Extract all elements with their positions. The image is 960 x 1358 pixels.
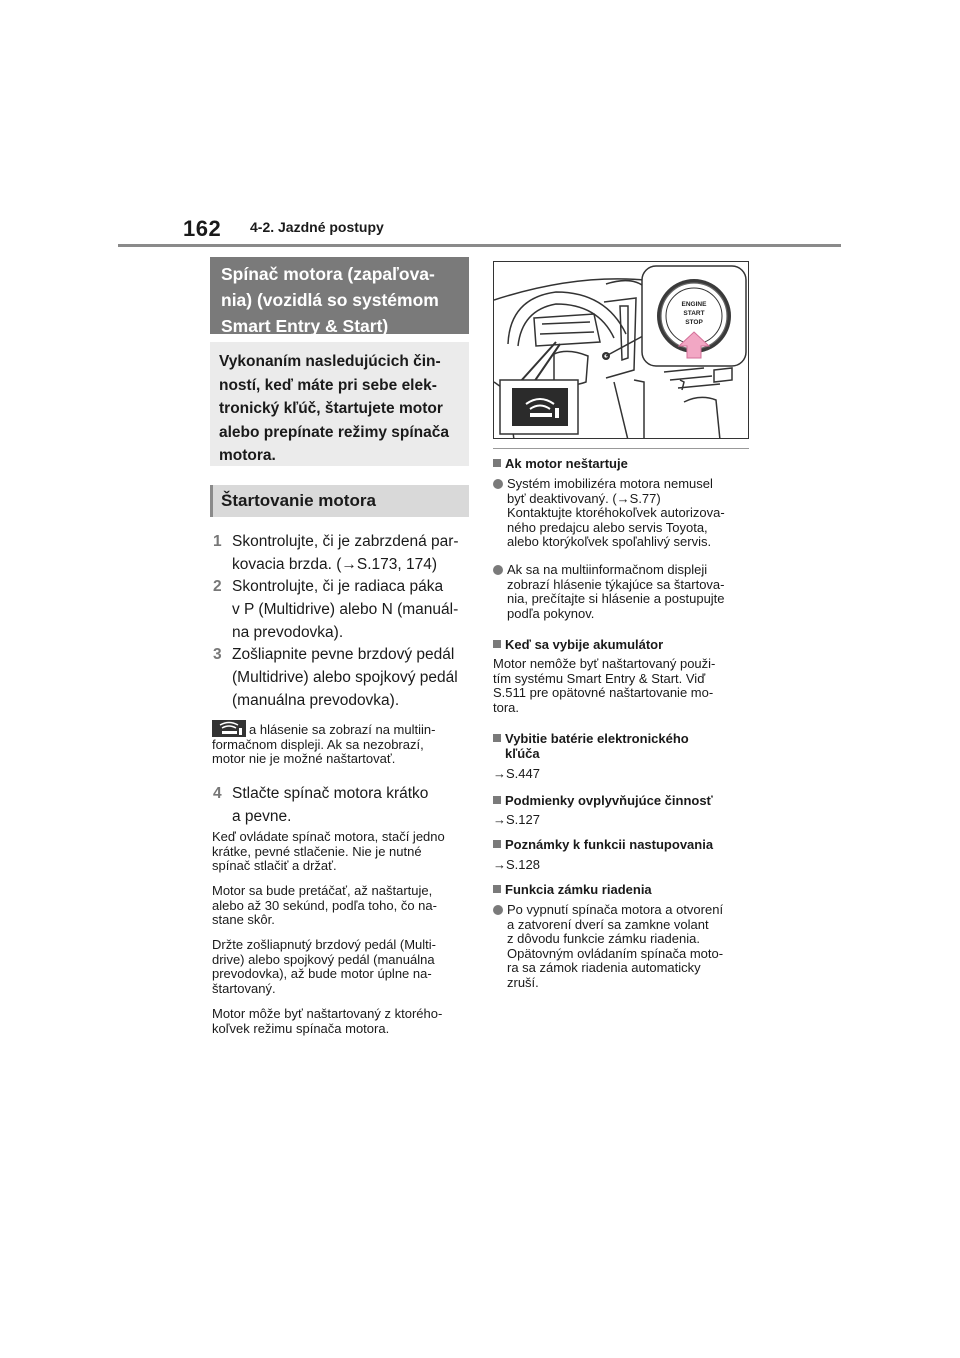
heading-key-battery xyxy=(493,731,749,761)
intro-line: ností, keď máte pri sebe elek- xyxy=(219,376,437,394)
paragraph-line: tora. xyxy=(493,699,520,715)
step-text: a pevne. xyxy=(232,808,292,825)
step-number: 3 xyxy=(213,646,222,663)
note-line: stane skôr. xyxy=(212,912,275,928)
bullet-line: Ak sa na multiinformačnom displeji xyxy=(507,562,708,577)
page-reference: →S.127 xyxy=(493,812,540,827)
intro-line: tronický kľúč, štartujete motor xyxy=(219,400,443,417)
note-line: drive) alebo spojkový pedál (manuálna xyxy=(212,951,435,967)
note-paragraph xyxy=(212,938,470,996)
square-bullet-icon xyxy=(493,459,501,467)
header-rule xyxy=(118,244,841,247)
paragraph-line: Motor nemôže byť naštartovaný použi- xyxy=(493,656,716,671)
note-line: Motor môže byť naštartovaný z ktorého- xyxy=(212,1006,443,1021)
note-paragraph xyxy=(212,884,470,928)
bullet-item xyxy=(493,477,749,550)
display-note-text: a hlásenie sa zobrazí na multiin- xyxy=(249,722,436,737)
note-line: Držte zošliapnutý brzdový pedál (Multi- xyxy=(212,937,436,952)
subheading: Štartovanie motora xyxy=(210,485,469,517)
display-note xyxy=(212,720,470,767)
bullet-line: Systém imobilizéra motora nemusel xyxy=(507,476,713,491)
heading-steering-lock xyxy=(493,882,749,897)
bullet-line: zobrazí hlásenie týkajúce sa štartova- xyxy=(507,576,725,592)
bullet-line: nia, prečítajte si hlásenie a postupujte xyxy=(507,591,725,607)
note-line: alebo až 30 sekúnd, podľa toho, čo na- xyxy=(212,897,437,913)
round-bullet-icon xyxy=(493,565,503,575)
heading-text: Podmienky ovplyvňujúce činnosť xyxy=(505,793,713,808)
figure-divider xyxy=(493,448,749,449)
bullet-line: Opätovným ovládaním spínača moto- xyxy=(507,945,724,961)
heading-operating-conditions xyxy=(493,793,749,808)
button-label-stop: STOP xyxy=(685,319,703,326)
step-text: v P (Multidrive) alebo N (manuál- xyxy=(232,601,459,618)
heading-text: kľúča xyxy=(505,746,540,761)
step-text: Zošliapnite pevne brzdový pedál xyxy=(232,646,455,663)
title-line: nia) (vozidlá so systémom xyxy=(221,290,439,310)
note-paragraph xyxy=(212,830,470,874)
step-text: Skontrolujte, či je radiaca páka xyxy=(232,578,444,595)
square-bullet-icon xyxy=(493,885,501,893)
square-bullet-icon xyxy=(493,840,501,848)
intro-line: motora. xyxy=(219,447,276,464)
bullet-line: ného predajcu alebo servis Toyota, xyxy=(507,519,708,535)
dashboard-illustration xyxy=(493,261,749,439)
square-bullet-icon xyxy=(493,734,501,742)
intro-box xyxy=(210,342,469,466)
heading-entry-notes xyxy=(493,837,749,852)
page-reference: →S.447 xyxy=(493,766,540,781)
paragraph-line: tím systému Smart Entry & Start. Viď xyxy=(493,670,706,686)
bullet-item xyxy=(493,903,749,991)
section-title: 4-2. Jazdné postupy xyxy=(250,219,384,235)
bullet-line: ra sa zámok riadenia automaticky xyxy=(507,960,701,976)
title-line: Spínač motora (zapaľova- xyxy=(221,264,435,284)
round-bullet-icon xyxy=(493,479,503,489)
note-line: spínač stlačiť a držať. xyxy=(212,858,337,874)
round-bullet-icon xyxy=(493,905,503,915)
step-text: (Multidrive) alebo spojkový pedál xyxy=(232,669,458,686)
paragraph-line: S.511 pre opätovné naštartovanie mo- xyxy=(493,685,714,701)
bullet-line: a zatvorení dverí sa zamkne volant xyxy=(507,916,709,932)
step-number: 1 xyxy=(213,533,222,550)
step-2 xyxy=(213,575,471,644)
step-text: (manuálna prevodovka). xyxy=(232,692,400,709)
step-number: 4 xyxy=(213,785,222,802)
step-1 xyxy=(213,530,471,576)
battery-paragraph xyxy=(493,657,749,715)
intro-line: Vykonaním nasledujúcich čin- xyxy=(219,353,441,370)
display-note-text: formačnom displeji. Ak sa nezobrazí, xyxy=(212,736,424,752)
step-text: kovacia brzda. (→S.173, 174) xyxy=(232,556,438,573)
note-line: Keď ovládate spínač motora, stačí jedno xyxy=(212,829,445,844)
note-line: koľvek režimu spínača motora. xyxy=(212,1020,390,1036)
bullet-line: Po vypnutí spínača motora a otvorení xyxy=(507,902,724,917)
step-text: Stlačte spínač motora krátko xyxy=(232,785,429,802)
bullet-line: Kontaktujte ktoréhokoľvek autorizova- xyxy=(507,505,725,521)
title-line: Smart Entry & Start) xyxy=(221,316,389,336)
note-line: prevodovka), až bude motor úplne na- xyxy=(212,966,432,982)
page-number: 162 xyxy=(183,216,222,241)
page-reference: →S.128 xyxy=(493,857,540,872)
heading-text: Poznámky k funkcii nastupovania xyxy=(505,837,714,852)
button-label-start: START xyxy=(683,310,705,317)
bullet-line: alebo ktorýkoľvek spoľahlivý servis. xyxy=(507,534,712,550)
heading-engine-not-starting xyxy=(493,456,749,471)
heading-text: Ak motor neštartuje xyxy=(505,456,628,471)
heading-text: Keď sa vybije akumulátor xyxy=(505,637,664,652)
note-paragraph xyxy=(212,1007,470,1036)
note-line: Motor sa bude pretáčať, až naštartuje, xyxy=(212,883,433,898)
note-line: krátke, pevné stlačenie. Nie je nutné xyxy=(212,843,422,859)
square-bullet-icon xyxy=(493,640,501,648)
step-number: 2 xyxy=(213,578,222,595)
heading-text: Vybitie batérie elektronického xyxy=(505,731,689,746)
heading-battery-discharge xyxy=(493,637,749,652)
note-line: štartovaný. xyxy=(212,980,276,996)
step-text: na prevodovka). xyxy=(232,624,344,641)
bullet-line: podľa pokynov. xyxy=(507,605,595,621)
step-3 xyxy=(213,643,471,712)
square-bullet-icon xyxy=(493,796,501,804)
start-indicator-icon xyxy=(212,720,246,737)
bullet-line: zruší. xyxy=(507,974,539,990)
bullet-line: z dôvodu funkcie zámku riadenia. xyxy=(507,931,700,947)
button-label-engine: ENGINE xyxy=(681,301,707,308)
step-4 xyxy=(213,782,471,828)
display-note-text: motor nie je možné naštartovať. xyxy=(212,751,396,767)
heading-text: Funkcia zámku riadenia xyxy=(505,882,652,897)
page-title xyxy=(210,257,469,334)
bullet-item xyxy=(493,563,749,621)
step-text: Skontrolujte, či je zabrzdená par- xyxy=(232,533,459,550)
bullet-line: byť deaktivovaný. (→S.77) xyxy=(507,490,661,506)
intro-line: alebo prepínate režimy spínača xyxy=(219,423,450,441)
